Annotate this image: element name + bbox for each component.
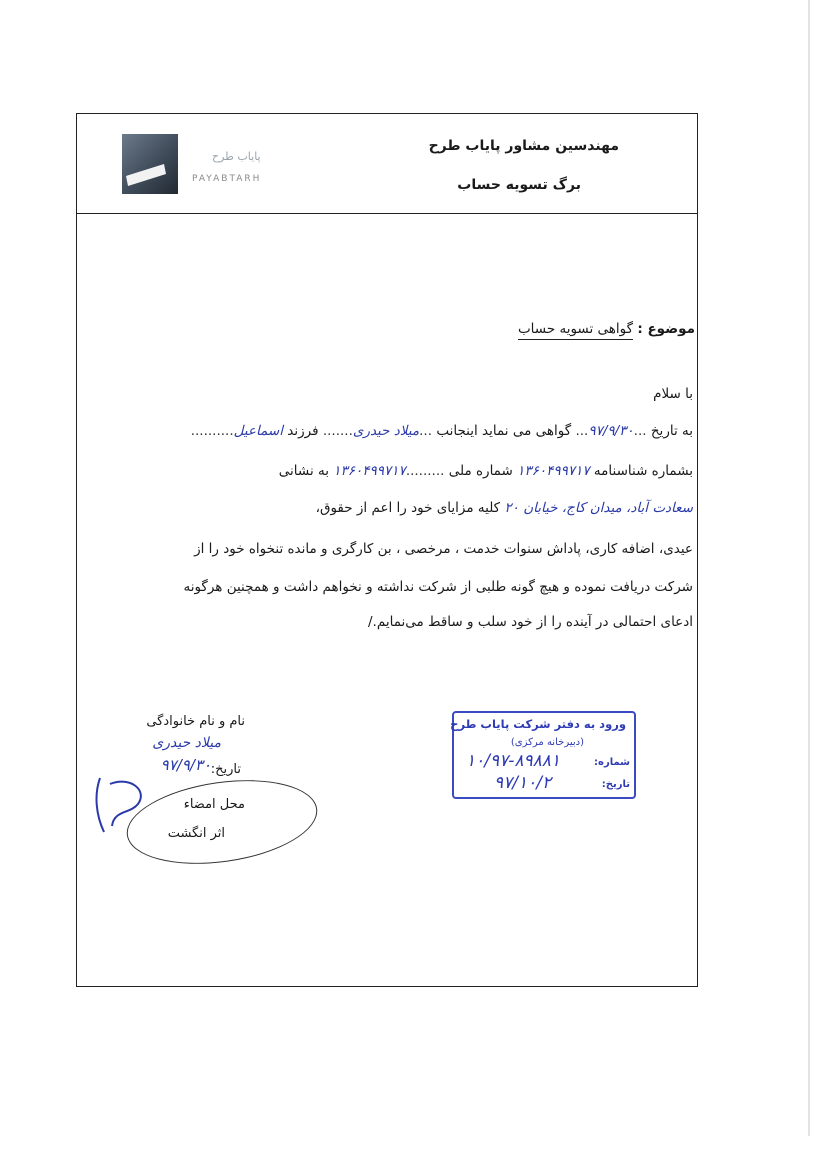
handwritten-national-id: ۱۳۶۰۴۹۹۷۱۷ [333, 463, 406, 479]
date-label: تاریخ: [210, 762, 241, 777]
handwritten-signer-name: میلاد حیدری [152, 735, 221, 751]
company-logo-icon [122, 134, 178, 194]
subject-line [518, 321, 695, 337]
handwritten-name: میلاد حیدری [352, 423, 420, 439]
body-line-5: شرکت دریافت نموده و هیچ گونه طلبی از شرکت نداشته و نخواهم داشت و همچنین هرگونه [183, 579, 693, 595]
handwritten-address: سعادت آباد، میدان کاج، خیابان ۲۰ [504, 500, 693, 516]
registration-stamp [452, 711, 636, 799]
company-name: مهندسین مشاور پایاب طرح [428, 138, 619, 154]
header-divider [76, 213, 698, 214]
child-of-label: فرزند [287, 423, 319, 439]
certify-text: گواهی می نماید اینجانب [436, 423, 572, 439]
body-line-6: ادعای احتمالی در آینده را از خود سلب و ساقط می‌نمایم./ [368, 614, 693, 630]
id-label: بشماره شناسنامه [593, 463, 693, 479]
stamp-number-label: شماره: [594, 757, 630, 768]
logo-english: PAYABTARH [192, 174, 262, 184]
date-intro: به تاریخ [650, 423, 693, 439]
stamp-number-value: ۱۰/۹۷-۸۹۸۸۱ [466, 751, 561, 771]
handwritten-date: ۹۷/۹/۳۰ [588, 423, 634, 439]
signature-scribble-icon [90, 770, 150, 840]
subject-value: گواهی تسویه حساب [518, 321, 633, 340]
signature-place-label: محل امضاء [183, 797, 245, 812]
national-id-label: شماره ملی [448, 463, 513, 479]
handwritten-father: اسماعیل [233, 423, 283, 439]
logo-wordmark [192, 150, 292, 190]
stamp-title: ورود به دفتر شرکت پایاب طرح [450, 717, 626, 731]
benefits-text: کلیه مزایای خود را اعم از حقوق، [315, 500, 501, 516]
handwritten-id: ۱۳۶۰۴۹۹۷۱۷ [517, 463, 590, 479]
stamp-subtitle: (دبیرخانه مرکزی) [510, 737, 584, 748]
stamp-date-label: تاریخ: [601, 779, 630, 790]
handwritten-sign-date: ۹۷/۹/۳۰ [160, 756, 211, 774]
greeting: با سلام [653, 386, 693, 402]
logo-persian: پایاب طرح [212, 150, 261, 163]
form-title: برگ تسویه حساب [457, 177, 581, 193]
body-line-1: به تاریخ ...۹۷/۹/۳۰... گواهی می نماید اینجانب ...میلاد حیدری....... فرزند اسماعیل.......... [190, 423, 693, 439]
address-label: به نشانی [278, 463, 329, 479]
subject-label: موضوع : [637, 321, 695, 337]
stamp-date-value: ۹۷/۱۰/۲ [494, 773, 552, 793]
scan-edge [808, 0, 810, 1136]
body-line-2: بشماره شناسنامه ۱۳۶۰۴۹۹۷۱۷ شماره ملی .........۱۳۶۰۴۹۹۷۱۷ به نشانی [278, 463, 693, 479]
fingerprint-label: اثر انگشت [167, 826, 225, 841]
body-line-4: عیدی، اضافه کاری، پاداش سنوات خدمت ، مرخصی ، بن کارگری و مانده تنخواه خود را از [194, 541, 693, 557]
body-line-3 [316, 500, 693, 516]
name-label: نام و نام خانوادگی [146, 714, 245, 729]
